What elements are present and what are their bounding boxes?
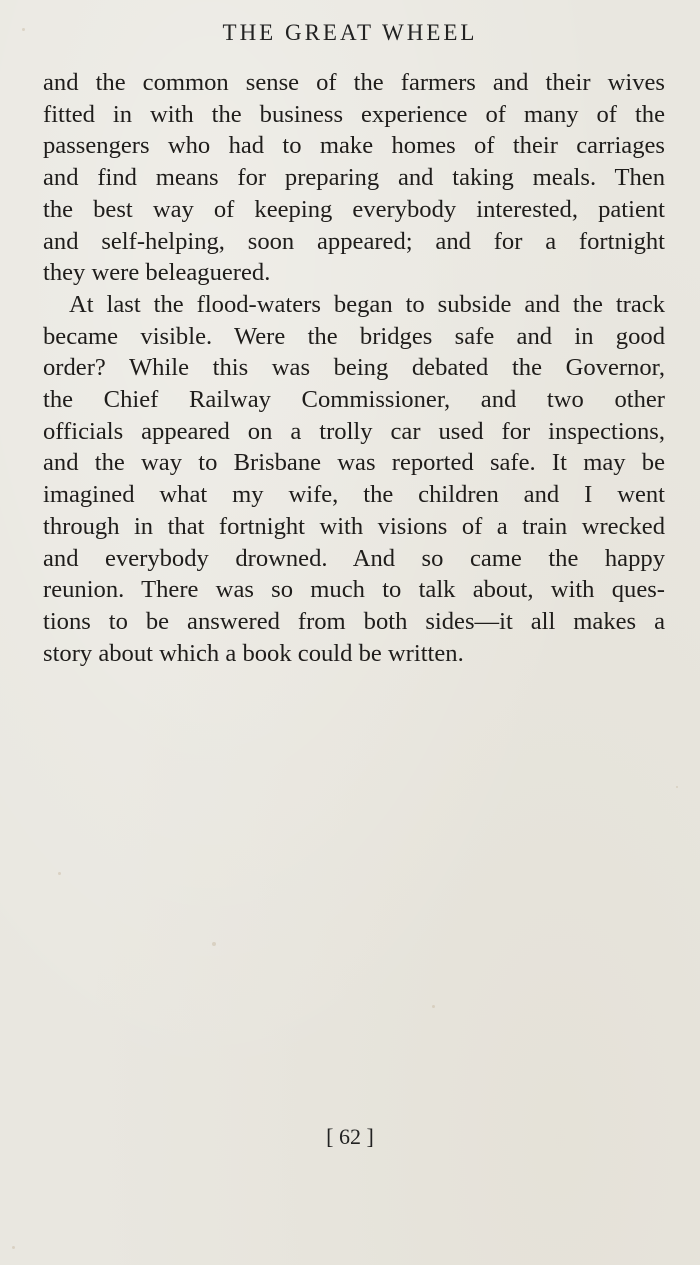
text-line: through in that fortnight with visions of a train wrecked — [43, 512, 665, 540]
paper-speck — [12, 1246, 15, 1249]
text-line: At last the flood-waters began to subside and the track — [69, 290, 665, 318]
text-line: officials appeared on a trolly car used for inspections, — [43, 417, 665, 445]
text-line: tions to be answered from both sides—it all makes a — [43, 607, 665, 635]
text-line: became visible. Were the bridges safe and in good — [43, 322, 665, 350]
page-number: [ 62 ] — [326, 1124, 374, 1149]
text-line: they were beleaguered. — [43, 259, 271, 287]
body-text — [43, 67, 665, 669]
text-line: the Chief Railway Commissioner, and two other — [43, 386, 665, 414]
text-line: fitted in with the business experience of many of the — [43, 100, 665, 128]
text-line: passengers who had to make homes of their carriages — [43, 132, 665, 160]
paper-speck — [58, 872, 61, 875]
text-line: and self-helping, soon appeared; and for a fortnight — [43, 227, 665, 255]
paper-speck — [432, 1005, 435, 1008]
text-line: imagined what my wife, the children and I went — [43, 481, 665, 509]
text-line: order? While this was being debated the Governor, — [43, 354, 665, 382]
paper-speck — [212, 942, 216, 946]
text-line: the best way of keeping everybody interested, patient — [43, 195, 665, 223]
running-head: THE GREAT WHEEL — [222, 20, 478, 45]
text-line: and everybody drowned. And so came the happy — [43, 544, 665, 572]
paragraph-1 — [43, 67, 665, 289]
text-line: and the way to Brisbane was reported safe. It may be — [43, 449, 665, 477]
paragraph-2 — [43, 289, 665, 669]
text-line: and find means for preparing and taking meals. Then — [43, 164, 665, 192]
text-line: reunion. There was so much to talk about, with ques- — [43, 576, 665, 604]
text-line: and the common sense of the farmers and their wives — [43, 69, 665, 96]
paper-speck — [676, 786, 678, 788]
text-line: story about which a book could be written. — [43, 639, 464, 667]
